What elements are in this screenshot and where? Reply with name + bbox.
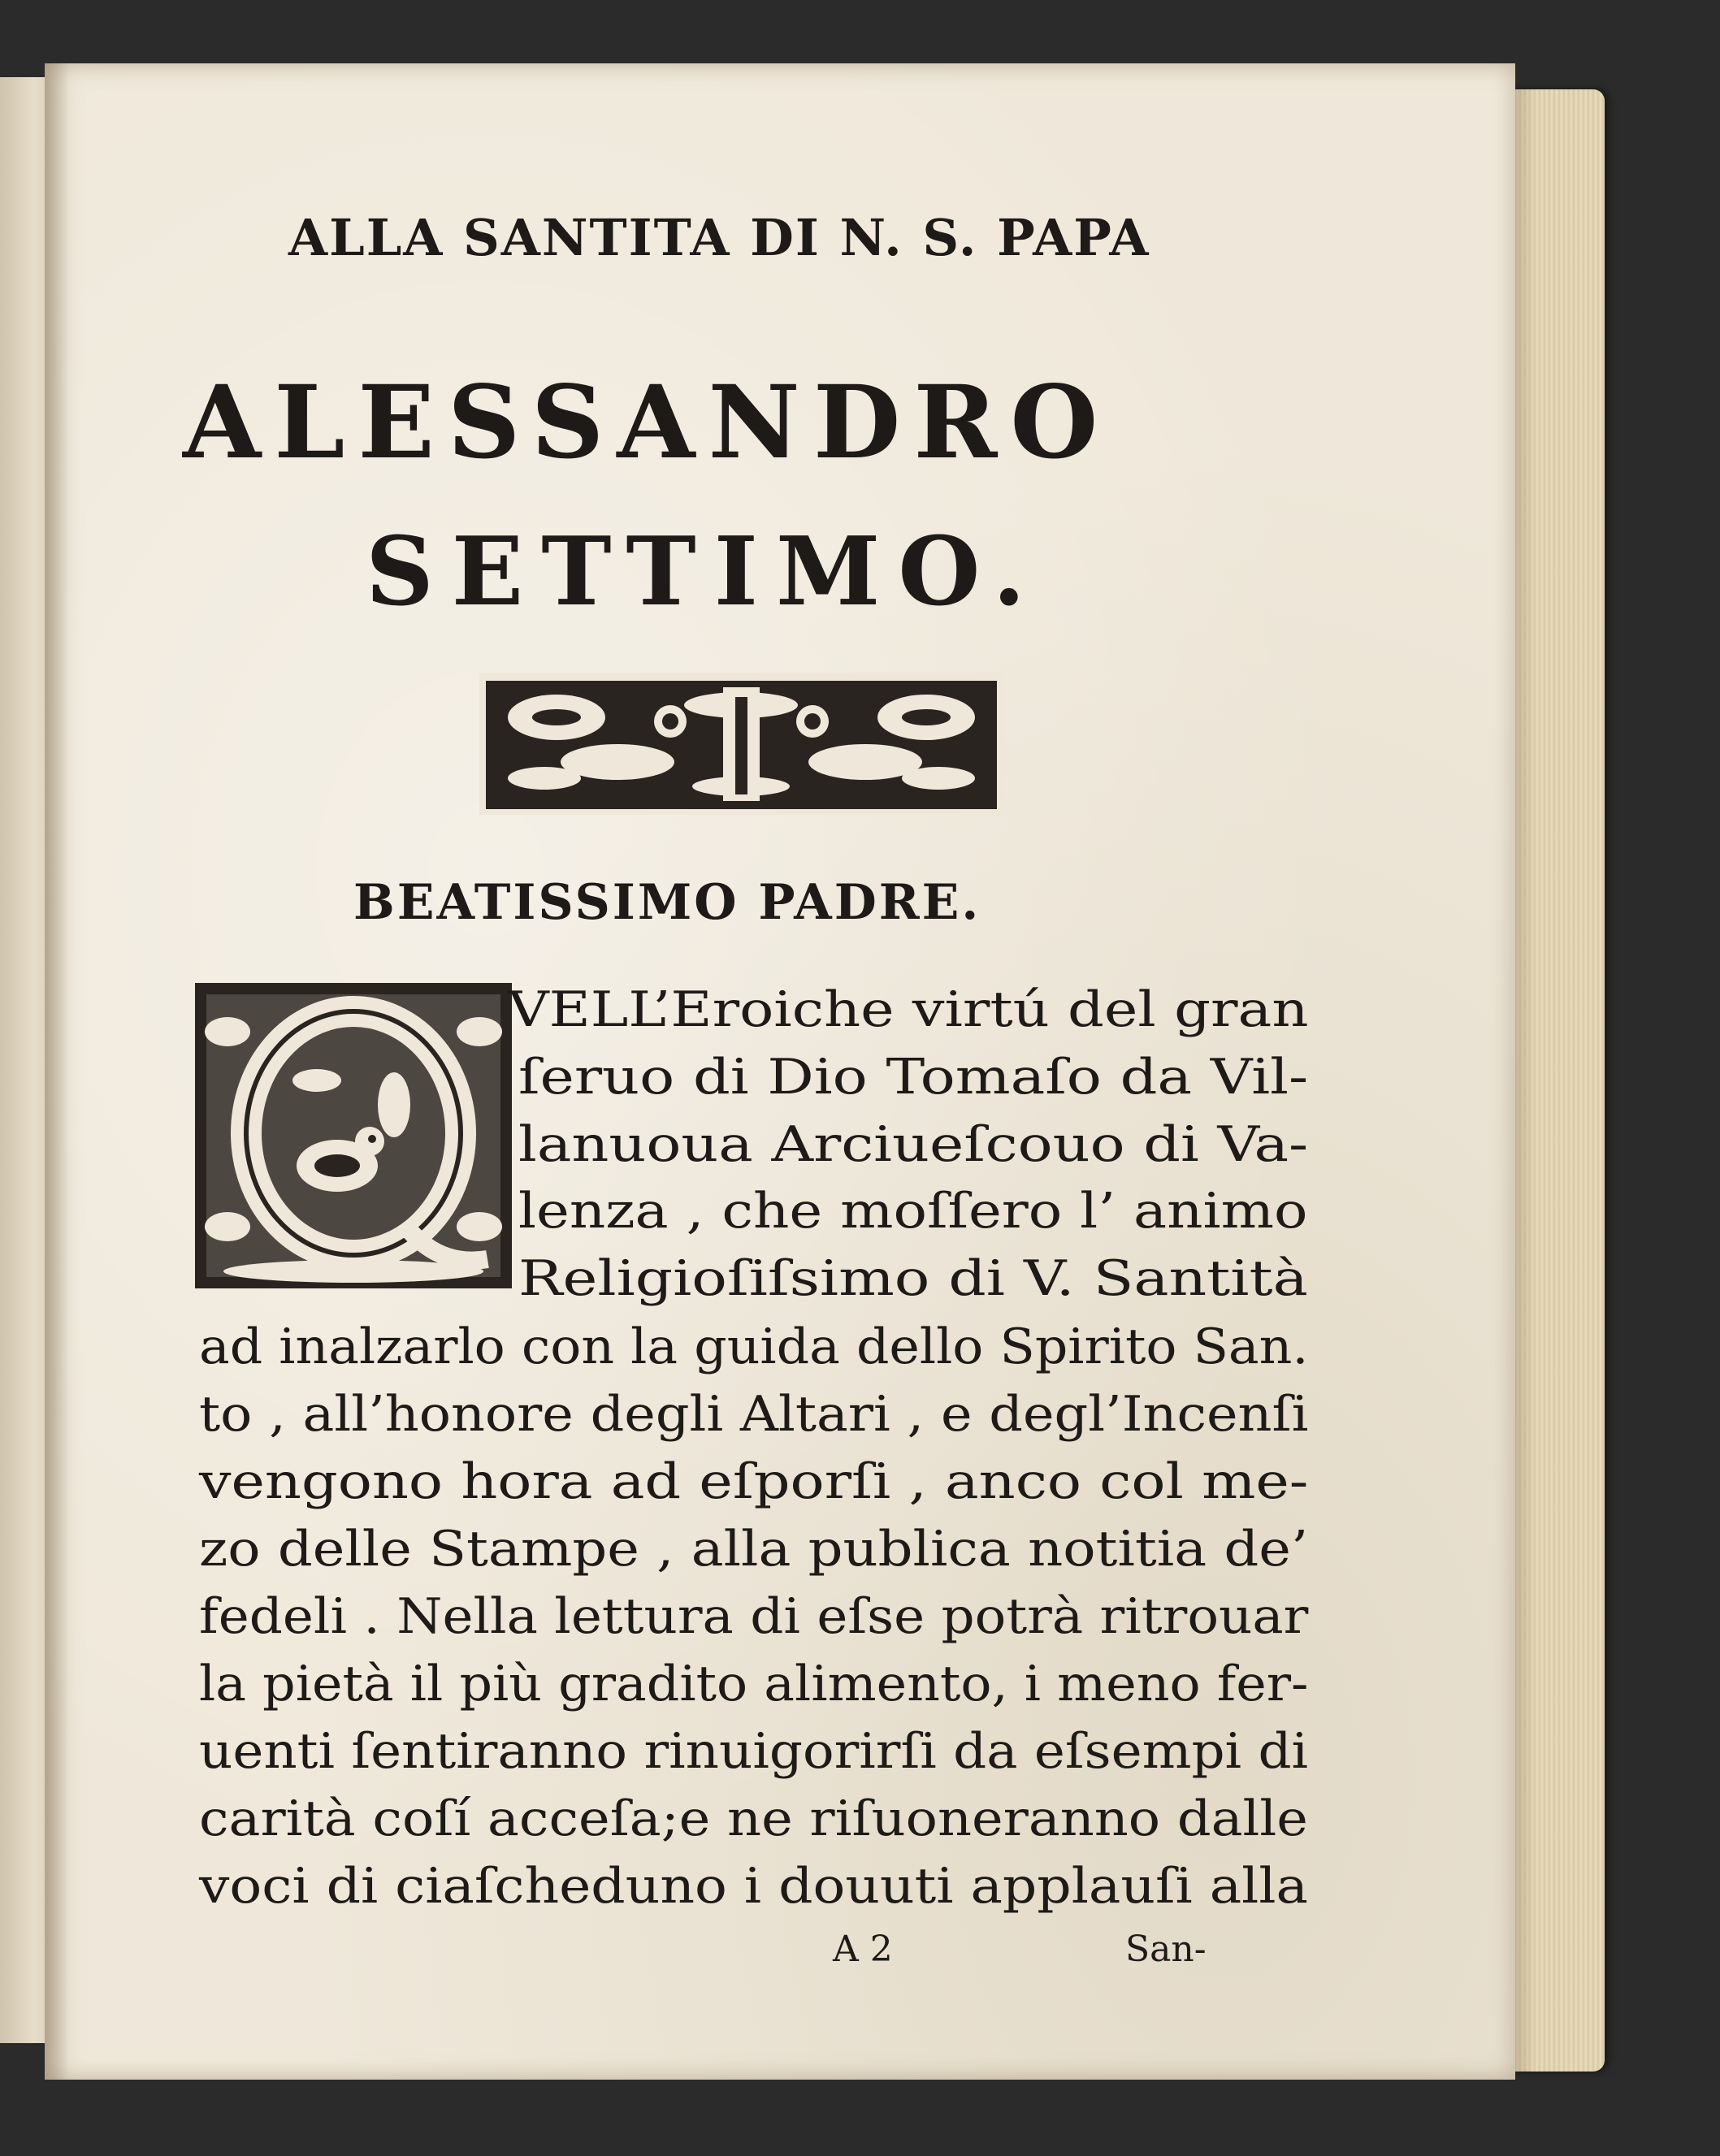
book-page (45, 63, 1515, 2080)
historiated-drop-cap (195, 983, 512, 1288)
book-fore-edge (1503, 89, 1605, 2072)
body-line-2: ſeruo di Dio Tomaſo da Vil- (518, 1049, 1309, 1106)
body-line-13: carità coſí acceſa;e ne riſuoneranno dalle (199, 1790, 1308, 1847)
pope-name-heading: ALESSANDRO (183, 364, 1111, 482)
woodcut-ornament (479, 673, 1003, 815)
body-line-8: vengono hora ad eſporſi , anco col me- (199, 1453, 1309, 1510)
body-line-5: Religioſiſsimo di V. Santità (518, 1250, 1308, 1307)
body-line-10: fedeli . Nella lettura di eſse potrà ritrouar (199, 1588, 1309, 1645)
salutation-heading: BEATISSIMO PADRE. (353, 874, 981, 931)
body-line-11: la pietà il più gradito alimento, i meno fer- (199, 1656, 1309, 1712)
body-line-14: voci di ciaſcheduno i douuti applauſi alla (199, 1858, 1309, 1915)
dedication-heading: ALLA SANTITA DI N. S. PAPA (288, 208, 1150, 267)
drop-cap-letter: Q (353, 1186, 354, 1187)
body-line-7: to , all’honore degli Altari , e degl’Incenſi (199, 1386, 1309, 1443)
catchword: San- (1125, 1929, 1207, 1970)
body-line-6: ad inalzarlo con la guida dello Spirito San. (199, 1318, 1309, 1375)
body-line-4: lenza , che moſſero l’ animo (518, 1183, 1308, 1240)
signature-mark: A 2 (833, 1929, 893, 1970)
body-line-12: uenti ſentiranno rinuigorirſi da eſsempi di (199, 1723, 1309, 1780)
body-line-1: VELL’Eroiche virtú del gran (508, 981, 1309, 1038)
body-line-9: zo delle Stampe , alla publica notitia de’ (199, 1521, 1309, 1578)
body-line-3: lanuoua Arciueſcouo di Va- (518, 1116, 1309, 1173)
pope-ordinal-heading: SETTIMO. (366, 517, 1043, 627)
